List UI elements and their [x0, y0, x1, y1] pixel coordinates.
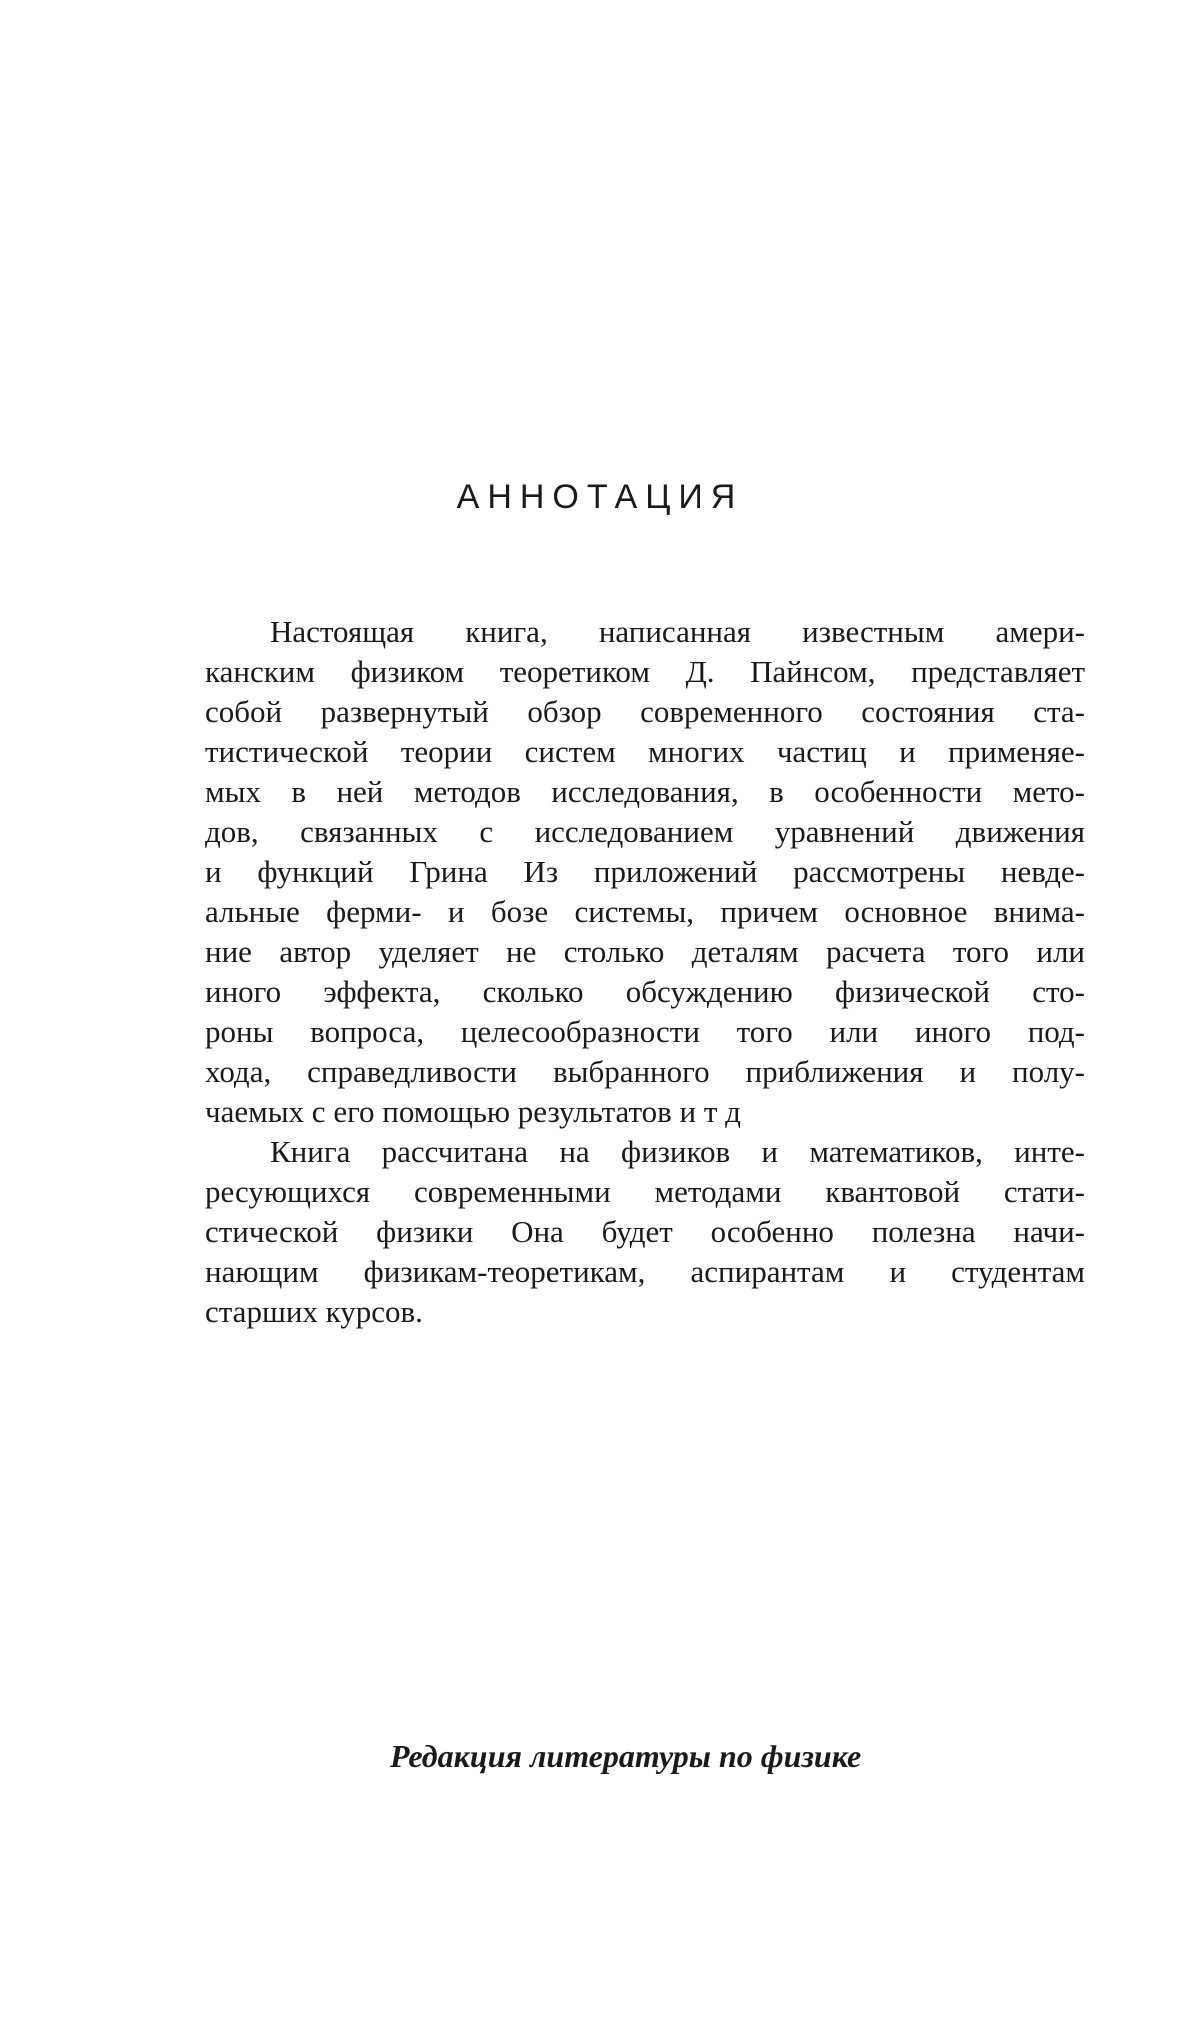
text-line: нающим физикам-теоретикам, аспирантам и студентам — [205, 1254, 1085, 1289]
text-line: и функций Грина Из приложений рассмотрены невде- — [205, 854, 1085, 889]
publisher-signature: Редакция литературы по физике — [390, 1738, 862, 1774]
text-line: собой развернутый обзор современного состояния ста- — [205, 694, 1085, 729]
annotation-body — [205, 612, 1085, 1332]
text-line: мых в ней методов исследования, в особенности мето- — [205, 774, 1085, 809]
text-line: иного эффекта, сколько обсуждению физической сто- — [205, 974, 1085, 1009]
paragraph-1 — [205, 612, 1085, 1132]
text-line: дов, связанных с исследованием уравнений движения — [205, 814, 1085, 849]
text-line: альные ферми- и бозе системы, причем основное внима- — [205, 894, 1085, 929]
text-line: Настоящая книга, написанная известным амери- — [270, 614, 1085, 649]
text-line: канским физиком теоретиком Д. Пайнсом, представляет — [205, 654, 1085, 689]
text-line: тистической теории систем многих частиц и применяе- — [205, 734, 1085, 769]
text-line: старших курсов. — [205, 1294, 423, 1329]
text-line: стической физики Она будет особенно полезна начи- — [205, 1214, 1085, 1249]
text-line: ние автор уделяет не столько деталям расчета того или — [205, 934, 1085, 969]
text-line: чаемых с его помощью результатов и т д — [205, 1094, 741, 1129]
text-line: хода, справедливости выбранного приближения и полу- — [205, 1054, 1085, 1089]
text-line: роны вопроса, целесообразности того или иного под- — [205, 1014, 1085, 1049]
paragraph-2 — [205, 1132, 1085, 1332]
annotation-heading: АННОТАЦИЯ — [456, 478, 744, 516]
text-line: Книга рассчитана на физиков и математиков, инте- — [270, 1134, 1085, 1169]
text-line: ресующихся современными методами квантовой стати- — [205, 1174, 1085, 1209]
